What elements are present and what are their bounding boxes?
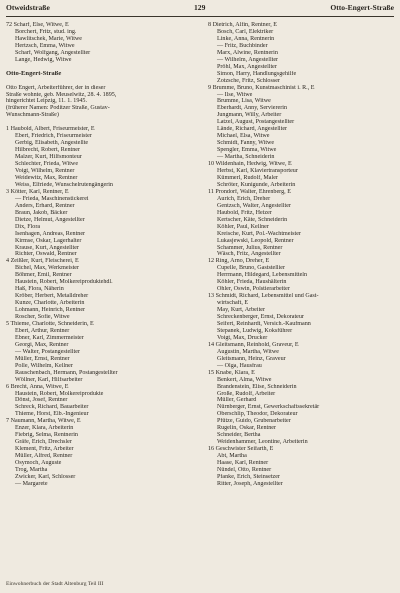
directory-entry: Weidenhammer, Leontine, Arbeiterin <box>217 439 308 446</box>
directory-entry: Herrmann, Hildegard, Lebensmitteln <box>217 272 308 279</box>
directory-entry: Schreck, Richard, Bauarbeiter <box>15 404 89 411</box>
directory-entry: Latzel, August, Postangestellter <box>217 119 295 126</box>
directory-entry: Müller, Gerhard <box>217 397 257 404</box>
directory-entry: Michael, Elsa, Witwe <box>217 133 270 140</box>
directory-entry: Braun, Jakob, Bäcker <box>15 209 68 216</box>
directory-entry: Hawlitschek, Marie, Witwe <box>15 35 82 42</box>
directory-entry: Haustein, Robert, Molkereiprodukte <box>15 390 104 397</box>
directory-entry: Lukasjewski, Leopold, Rentner <box>217 237 294 244</box>
directory-entry: — Wilhelm, Angestellter <box>217 56 279 63</box>
directory-entry: Voigt, Wilhelm, Rentner <box>15 168 75 175</box>
directory-entry: 5 Thieme, Charlotte, Schneiderin, E <box>6 320 94 327</box>
section-heading: Otto-Engert-Straße <box>6 70 62 77</box>
directory-entry: Polle, Wilhelm, Kellner <box>15 362 73 369</box>
directory-entry: Kröber, Herbert, Metalldreher <box>15 293 89 300</box>
directory-entry: Simon, Harry, Handlungsgehilfe <box>217 70 297 77</box>
directory-entry: Straße wohnte, geb. Meuselwitz, 28. 4. 1895, <box>6 91 117 98</box>
directory-entry: Brandenstein, Elise, Schneiderin <box>217 383 297 390</box>
directory-entry: Lange, Hedwig, Witwe <box>15 56 72 63</box>
directory-entry: Malzer, Kurt, Hilfsmonteur <box>15 154 82 161</box>
directory-entry: Kertscher, Käte, Schneiderin <box>217 216 288 223</box>
directory-entry: Stepanek, Ludwig, Koksführer <box>217 327 293 334</box>
directory-entry: Bosch, Carl, Elektriker <box>217 28 274 35</box>
directory-entry: Anders, Erhard, Rentner <box>15 202 75 209</box>
directory-entry: 14 Gleitsmann, Reinhold, Graveur, E <box>208 341 299 348</box>
directory-entry: Wunschmann-Straße) <box>6 112 59 119</box>
directory-entry: Zwicker, Karl, Schlosser <box>15 473 76 480</box>
directory-entry: Haubold, Fritz, Heizer <box>217 209 272 216</box>
directory-entry: Hilbrecht, Robert, Rentner <box>15 147 80 154</box>
header-right-street: Otto-Engert-Straße <box>330 3 394 12</box>
directory-entry: — Ilse, Witwe <box>217 91 253 98</box>
directory-entry: Gerbig, Elisabeth, Angestellte <box>15 140 89 147</box>
directory-entry: Voigt, Max, Drucker <box>217 334 268 341</box>
directory-entry: Seifert, Reinhardt, Versich.-Kaufmann <box>217 320 311 327</box>
directory-entry: Rauschenbach, Hermann, Postangestellter <box>15 369 118 376</box>
directory-entry: Trog, Martha <box>15 467 48 473</box>
page-header <box>6 3 394 15</box>
directory-entry: Dönst, Josef, Rentner <box>15 397 68 404</box>
directory-entry: Ebert, Arthur, Rentner <box>15 327 70 334</box>
directory-entry: Weiss, Elfriede, Wunschelrutengängerin <box>15 181 113 188</box>
directory-entry: Pröhl, Max, Angestellter <box>217 63 277 70</box>
directory-entry <box>6 64 194 71</box>
directory-entry <box>6 119 194 126</box>
directory-entry: 15 Knabe, Klara, E <box>208 369 255 376</box>
directory-entry: Scharf, Wolfgang, Angestellter <box>15 49 91 56</box>
directory-entry: Herbst, Karl, Klaviertransporteur <box>217 168 298 175</box>
directory-entry: Oberschlip, Theodor, Dekorateur <box>217 411 298 418</box>
directory-entry: Krause, Kurt, Angestellter <box>15 244 79 251</box>
directory-entry: — Frieda, Maschinenstickerei <box>15 195 89 202</box>
directory-entry: Öhler, Oswin, Polstierarbeiter <box>217 286 290 293</box>
directory-entry: Aurich, Erich, Dreher <box>217 195 271 202</box>
directory-entry: Müller, Ernst, Rentner <box>15 355 70 362</box>
directory-entry: hingerichtet Leipzig, 11. 1. 1945. <box>6 98 88 105</box>
directory-entry: Ritter, Joseph, Angestellter <box>217 480 283 487</box>
directory-entry: Bichel, Max, Werkmeister <box>15 265 80 272</box>
directory-entry: Klement, Fritz, Arbeiter <box>15 446 74 453</box>
directory-entry: 4 Zeißler, Kurt, Fleischerei, E <box>6 258 79 265</box>
directory-entry: Dix, Flora <box>15 223 41 230</box>
directory-entry: — Walter, Postangestellter <box>15 348 80 355</box>
directory-entry: Eberhardt, Anny, Serviererin <box>217 105 287 112</box>
directory-entry: Wöllner, Karl, Hilfsarbeiter <box>15 376 83 383</box>
directory-entry: Schmidt, Fanny, Witwe <box>217 140 275 147</box>
directory-entry: Georgi, Max, Rentner <box>15 341 69 348</box>
directory-entry: Schlechter, Frieda, Witwe <box>15 161 79 168</box>
directory-entry: Lohmann, Heinrich, Rentner <box>15 307 86 314</box>
directory-entry: Kümmerl, Rudolf, Maler <box>217 174 278 181</box>
directory-entry: 9 Brumme, Bruno, Kunstmaschinist i. R., E <box>208 84 315 91</box>
right-column <box>208 22 396 488</box>
directory-entry: Enzer, Klara, Arbeiterin <box>15 425 74 432</box>
directory-entry: Weidewitz, Max, Rentner <box>15 174 78 181</box>
directory-entry: 16 Geschwister Seifarth, E <box>208 446 274 453</box>
directory-entry: Dietze, Helmut, Angestellter <box>15 216 85 223</box>
directory-entry: Cupelle, Bruno, Gaststellier <box>217 265 286 272</box>
page-number: 129 <box>194 3 206 12</box>
directory-entry: Marx, Alwine, Rentnerin <box>217 49 278 56</box>
directory-entry: Benkert, Alma, Witwe <box>217 376 272 383</box>
directory-entry: Gräfe, Erich, Drechsler <box>15 439 72 446</box>
directory-entry: Müller, Alfred, Rentner <box>15 453 73 460</box>
directory-entry: 6 Brecht, Anna, Witwe, E <box>6 383 69 390</box>
directory-entry: Haß, Flora, Näherin <box>15 286 64 293</box>
directory-entry: 1 Haubold, Albert, Friseurmeister, E <box>6 126 95 133</box>
directory-entry: Augustin, Martha, Witwe <box>217 348 279 355</box>
directory-entry: May, Kurt, Arbeiter <box>217 307 266 314</box>
directory-entry: Otto Engert, Arbeiterführer, der in dieser <box>6 84 106 91</box>
directory-entry: 11 Prondorf, Walter, Ehrenberg, E <box>208 188 291 195</box>
directory-entry: Isenhagen, Andreas, Rentner <box>15 230 86 237</box>
directory-entry: Osymoch, Auguste <box>15 460 62 467</box>
directory-entry: Schröter, Kunigunde, Arbeiterin <box>217 181 296 188</box>
directory-entry: Haustein, Robert, Molkereiproduktehdl. <box>15 279 113 286</box>
page-footer: Einwohnerbuch der Stadt Altenburg Teil III <box>6 581 104 587</box>
directory-entry: 13 Schmidt, Richard, Lebensmittel und Gast- <box>208 293 319 300</box>
directory-entry: Pfanke, Erich, Steinsetzer <box>217 473 280 480</box>
directory-entry: Roscher, Sofie, Witwe <box>15 314 70 321</box>
directory-entry: Nündel, Otto, Rentner <box>217 467 272 473</box>
directory-entry: Ebert, Friedrich, Friseurmeister <box>15 133 92 140</box>
directory-entry: Spengler, Emma, Witwe <box>217 147 277 154</box>
directory-entry: 72 Scharf, Else, Witwe, E <box>6 22 69 28</box>
directory-entry: — Martha, Schneiderin <box>217 154 275 161</box>
directory-entry: Abt, Martha <box>217 453 247 460</box>
directory-entry: Borchert, Fritz, stud. ing. <box>15 28 77 35</box>
header-left-street: Otweidstraße <box>6 3 50 12</box>
header-rule <box>6 16 394 17</box>
directory-entry: — Fritz, Buchbinder <box>217 42 268 49</box>
directory-entry: 7 Naumann, Martha, Witwe, E <box>6 418 81 425</box>
directory-entry <box>6 78 194 85</box>
directory-entry: 12 Ring, Arno, Dreher, E <box>208 258 270 265</box>
directory-entry: 10 Wildenhain, Hedwig, Witwe, E <box>208 161 292 168</box>
directory-entry: Thieme, Horst, Elb.-Ingenieur <box>15 411 89 418</box>
directory-entry: Wäsch, Fritz, Angestellter <box>217 251 281 258</box>
directory-entry: Brumme, Lisa, Witwe <box>217 98 271 105</box>
directory-entry: Hertzsch, Emma, Witwe <box>15 42 75 49</box>
directory-entry: 3 Kötter, Karl, Rentner, E <box>6 188 69 195</box>
directory-entry: Linke, Anna, Rentnerin <box>217 35 275 42</box>
directory-entry: Köhler, Frieda, Haushälterin <box>217 279 287 286</box>
directory-entry: Schneider, Bertha <box>217 432 261 439</box>
directory-entry: Lände, Richard, Angestellter <box>217 126 288 133</box>
directory-entry: Zotzsche, Fritz, Schlosser <box>217 77 280 84</box>
directory-entry: Schammer, Julius, Rentner <box>217 244 283 251</box>
directory-entry: Rugelin, Oskar, Rentner <box>217 425 276 432</box>
directory-entry: Köhler, Paul, Kellner <box>217 223 269 230</box>
directory-entry: Gleitsmann, Heinz, Graveur <box>217 355 286 362</box>
directory-entry: — Olga, Hausfrau <box>217 362 262 369</box>
directory-entry: (früherer Namen: Poditzer Straße, Gustav- <box>6 105 110 112</box>
directory-entry: Große, Rudolf, Arbeiter <box>217 390 276 397</box>
directory-entry: Pfütze, Guido, Grubenarbeiter <box>217 418 291 425</box>
directory-entry: Kunze, Charlotte, Arbeiterin <box>15 300 85 307</box>
directory-entry: Jungmann, Willy, Arbeiter <box>217 112 282 119</box>
directory-entry: Böhmer, Emil, Rentner <box>15 272 72 279</box>
directory-entry: Schreckenberger, Ernst, Dekorateur <box>217 314 304 321</box>
directory-entry: — Margarete <box>15 480 48 487</box>
directory-entry: Kirmse, Oskar, Lagerhalter <box>15 237 82 244</box>
directory-entry: wirtschaft, E <box>217 300 249 307</box>
directory-entry: Kreische, Kurt, Pol.-Wachtmeister <box>217 230 301 237</box>
directory-entry: Ebner, Karl, Zimmermeister <box>15 334 84 341</box>
directory-entry: Nürnberger, Ernst, Gewerkschaftssekretär <box>217 404 320 411</box>
directory-entry: Gentzsch, Walter, Angestellter <box>217 202 291 209</box>
directory-entry: Richter, Oswald, Rentner <box>15 251 77 258</box>
directory-entry: Haase, Karl, Rentner <box>217 460 269 467</box>
directory-entry: 8 Dietrich, Alfin, Rentner, E <box>208 22 277 28</box>
left-column <box>6 22 194 488</box>
directory-entry: Fiebrig, Selma, Rentnerin <box>15 432 78 439</box>
